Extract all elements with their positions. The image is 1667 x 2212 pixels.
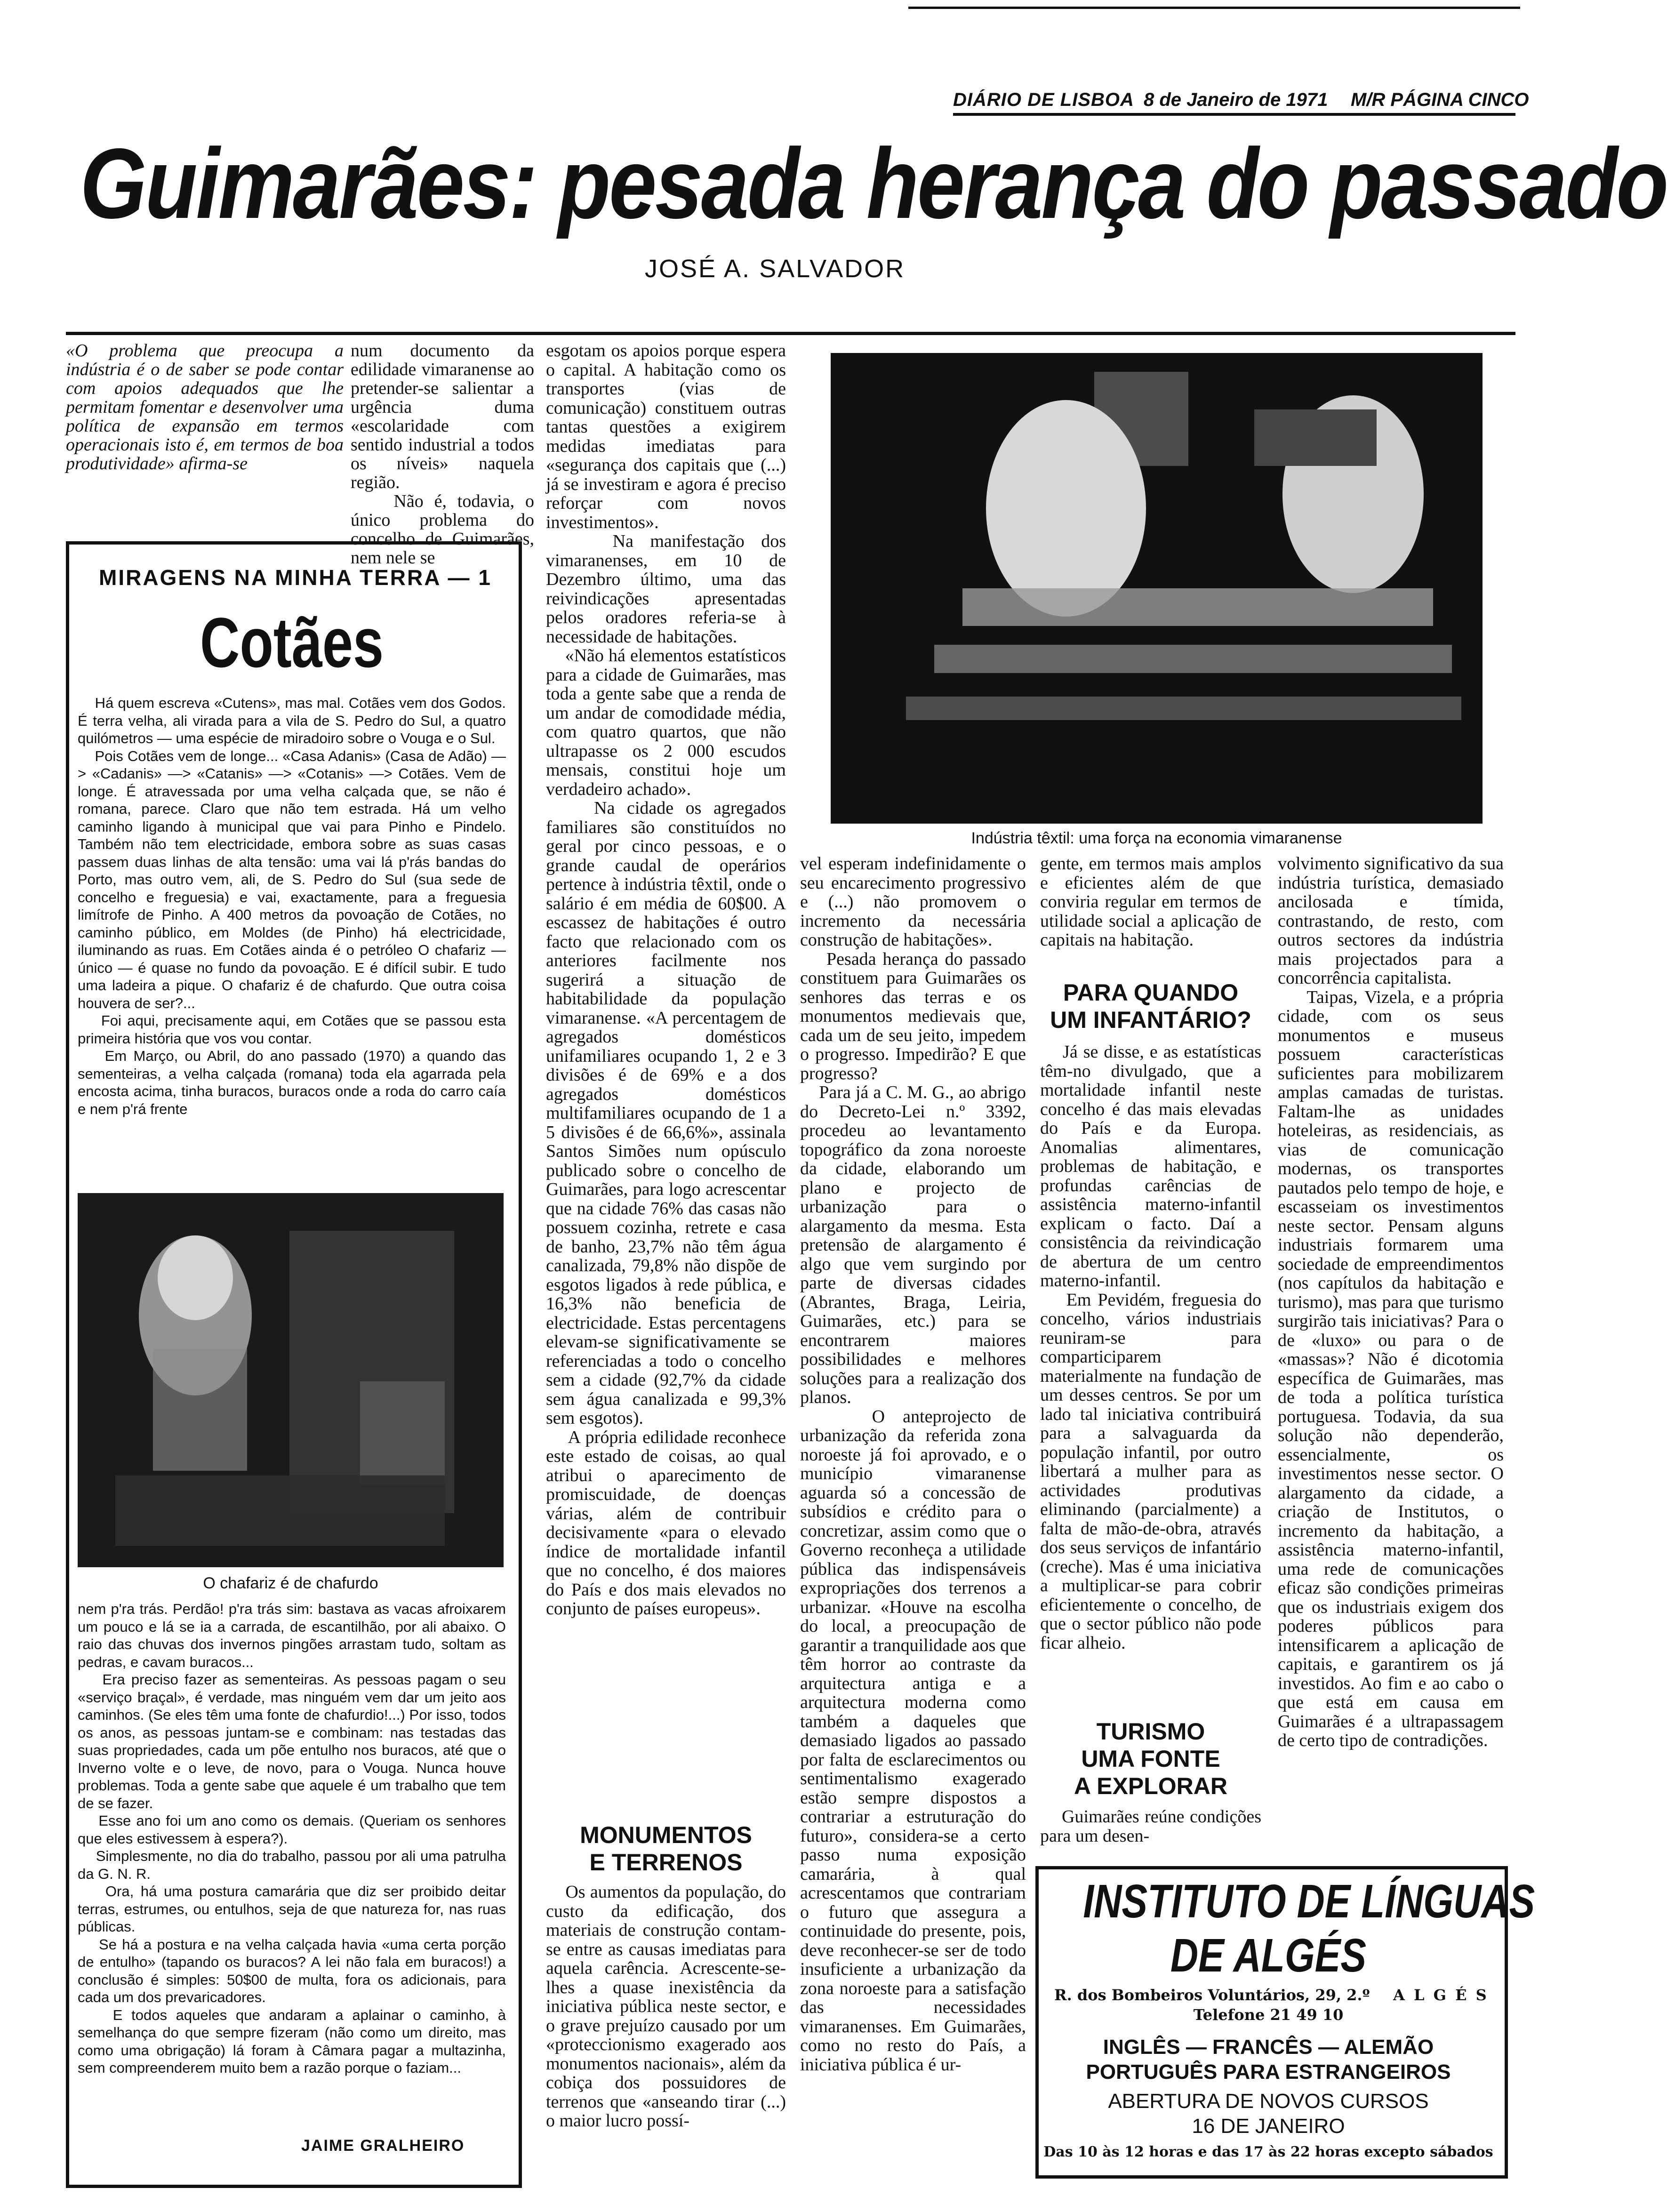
page-number: M/R PÁGINA CINCO bbox=[1351, 89, 1529, 110]
ad-langs-line1: INGLÊS — FRANCÊS — ALEMÃO bbox=[1103, 2036, 1434, 2059]
subhead-turismo: TURISMO UMA FONTE A EXPLORAR bbox=[1074, 1718, 1227, 1799]
sidebar-text-top: Há quem escreva «Cutens», mas mal. Cotães vem dos Godos. É terra velha, ali virada para a vila de S. Pedro do Sul, a quatro quilómetros — uma espécie de miradoiro sobre o Vouga e o Sul. Pois Cotães vem de longe... «Casa Adanis» (Casa de Adão) —> «Cadanis» —> «Catanis» —> «Cotanis» —> Cotães. Vem de longe. É atravessada por uma velha calçada que, se não é romana, parece. Claro que não tem estrada. Há um velho caminho ligando à municipal que vai para Pinho e Pindelo. Também não tem electricidade, embora sobre as suas casas passem duas linhas de alta tensão: uma vai lá p'rás bandas do Porto, mas outro vem, ali, de S. Pedro do Sul (sua sede de concelho e freguesia) e vai, exactamente, para a freguesia limítrofe de Pinho. A 400 metros da povoação de Cotães, no caminho público, em Moldes (de Pinho) há electricidade, iluminando as ruas. Em Cotães ainda é o petróleo O chafariz — único — é quase no fundo da povoação. E é difícil subir. E tudo uma ladeira a pique. O chafariz é de chafurdo. Que outra coisa houvera de ser?... Foi aqui, precisamente aqui, em Cotães que se passou esta primeira história que vos vou contar. Em Março, ou Abril, do ano passado (1970) a quando das sementeiras, a velha calçada (romana) toda ela agarrada pela encosta acima, tinha buracos, buracos onde a roda do carro caía e nem p'rá frente bbox=[78, 695, 506, 1117]
subhead-infantario: PARA QUANDO UM INFANTÁRIO? bbox=[1050, 979, 1251, 1033]
ad-phone: Telefone 21 49 10 bbox=[1193, 2006, 1344, 2024]
byline: JOSÉ A. SALVADOR bbox=[645, 255, 906, 283]
column-5-bottom: Guimarães reúne condições para um desen- bbox=[1040, 1807, 1266, 1846]
column-3-bottom: Os aumentos da população, do custo da edificação, dos materiais de construção contam-se entre as causas imediatas para aquela carência. Acrescente-se-lhes a quase inexistência da iniciativa pública neste sector, e o grave prejuízo causado por um «proteccionismo exagerado aos monumentos nacionais», além da cobiça dos possuidores de terrenos que «anseando tirar (...) o maior lucro possí- bbox=[546, 1882, 791, 2131]
headline: Guimarães: pesada herança do passado bbox=[80, 128, 1667, 239]
masthead-rule bbox=[953, 113, 1515, 116]
textile-caption: Indústria têxtil: uma força na economia vimaranense bbox=[971, 829, 1342, 847]
sidebar-text-bottom: nem p'ra trás. Perdão! p'ra trás sim: bastava as vacas afroixarem um pouco e lá se ia a carrada, de escantilhão, por ali abaixo. O raio das chuvas dos invernos pingões arrastam tudo, soltam as pedras, e cavam buracos... Era preciso fazer as sementeiras. As pessoas pagam o seu «serviço braçal», é verdade, mas ninguém vem dar um jeito aos caminhos. (Se eles têm uma fonte de chafurdio!...) Por isso, todos os anos, as pessoas juntam-se e combinam: nas testadas das suas propriedades, cada um põe entulho nos buracos, até que o Inverno volte e o leve, de novo, para o Vouga. Nunca houve problemas. Toda a gente sabe que aquele é um trabalho que tem de se fazer. Esse ano foi um ano como os demais. (Queriam os senhores que eles estivessem à espera?). Simplesmente, no dia do trabalho, passou por ali uma patrulha da G. N. R. Ora, há uma postura camarária que diz ser proibido deitar terras, estrumes, ou entulhos, seja de que natureza for, nas ruas públicas. Se há a postura e na velha calçada havia «uma certa porção de entulho» (tapando os buracos? A lei não fala em buracos!) a conclusão é simples: 50$00 de multa, fora os adicionais, para cada um dos prevaricadores. E todos aqueles que andaram a aplainar o caminho, à semelhança do que sempre fizeram (não como um direito, mas como uma obrigação) lá foram à Câmara pagar a multazinha, sem compreenderem muito bem a razão porque o faziam... bbox=[78, 1601, 506, 2076]
subhead-monumentos: MONUMENTOS E TERRENOS bbox=[580, 1822, 752, 1875]
column-5-top: gente, em termos mais amplos e eficientes além de que conviria regular em termos de utilidade social a aplicação de capitais na habitação. bbox=[1040, 854, 1266, 950]
chafariz-caption: O chafariz é de chafurdo bbox=[203, 1574, 378, 1592]
column-3: esgotam os apoios porque espera o capital. A habitação como os transportes (vias de comunicação) constituem outras tantas questões a exigirem medidas imediatas para «segurança dos capitais que (...) já se investiram e agora é preciso reforçar com novos investimentos». Na manifestação dos vimaranenses, em 10 de Dezembro último, uma das reivindicações apresentadas pelos oradores referia-se à necessidade de habitações. «Não há elementos estatísticos para a cidade de Guimarães, mas toda a gente sabe que a renda de um andar de comodidade média, com quatro quartos, que não ultrapasse os 2 000 escudos mensais, constitui hoje um verdadeiro achado». Na cidade os agregados familiares são constituídos no geral por cinco pessoas, e o grande caudal de operários pertence à indústria têxtil, onde o salário é em média de 60$00. A escassez de habitações é outro facto que relacionado com os anteriores facilmente nos sugerirá a situação de habitabilidade da população vimaranense. «A percentagem de agregados domésticos unifamiliares ocupando 1, 2 e 3 divisões é de 69% e a dos agregados domésticos multifamiliares ocupando de 1 a 5 divisões é de 66,6%», assinala Santos Simões num opúsculo publicado sobre o concelho de Guimarães, para logo acrescentar que na cidade 76% das casas não possuem cozinha, retrete e casa de banho, 23,7% não têm água canalizada, 79,8% não dispõe de esgotos ligados à rede pública, e 16,3% não beneficia de electricidade. Estas percentagens elevam-se significativamente se referenciadas a todo o concelho sem a cidade (92,7% da cidade sem água canalizada e 99,3% sem esgotos). A própria edilidade reconhece este estado de coisas, ao qual atribui o aparecimento de promiscuidade, de doenças várias, além de contribuir decisivamente «para o elevado índice de mortalidade infantil que no concelho, é dos maiores do País e dos mais elevados no conjunto de países europeus». bbox=[546, 341, 786, 1619]
top-rule bbox=[908, 7, 1520, 9]
column-2-top: num documento da edilidade vimaranense ao pretender-se salientar a urgência duma «escolaridade com sentido industrial a todos os níveis» naquela região. Não é, todavia, o único problema do concelho de Guimarães, nem nele se bbox=[351, 341, 535, 568]
ad-langs-line2: PORTUGUÊS PARA ESTRANGEIROS bbox=[1086, 2060, 1451, 2084]
sidebar-author: JAIME GRALHEIRO bbox=[301, 2137, 465, 2155]
ad-hours: Das 10 às 12 horas e das 17 às 22 horas excepto sábados bbox=[1043, 2144, 1493, 2160]
ad-name-line2: DE ALGÉS bbox=[1170, 1929, 1367, 1982]
ad-address: R. dos Bombeiros Voluntários, 29, 2.º bbox=[1054, 1986, 1370, 2004]
intro-quote: «O problema que preocupa a indústria é o de saber se pode contar com apoios adequados que lhe permitam fomentar e desenvolver uma política de expansão em termos operacionais isto é, em termos de boa produtividade» afirma-se bbox=[66, 341, 348, 473]
column-6: volvimento significativo da sua indústria turística, demasiado ancilosada e tímida, contrastando, de resto, com outros sectores da indústria mais projectados para a concorrência capitalista. Taipas, Vizela, e a própria cidade, com os seus monumentos e museus possuem características suficientes para mobilizarem amplas camadas de turistas. Faltam-lhe as unidades hoteleiras, as residenciais, as vias de comunicação modernas, os transportes pautados pelo tempo de hoje, e escasseiam os investimentos neste sector. Pensam alguns industriais formarem uma sociedade de empreendimentos (nos capítulos da habitação e turismo), mas para que turismo surgirão tais iniciativas? Para o de «luxo» ou para o de «massas»? Não é dicotomia específica de Guimarães, mas de toda a política turística portuguesa. Todavia, da sua solução não dependerão, essencialmente, os investimentos nesse sector. O alargamento da cidade, a criação de Institutos, o incremento da habitação, a assistência materno-infantil, uma rede de comunicações eficaz são condições primeiras que os industriais exigem dos poderes públicos para intensificarem a aplicação de capitais, e garantirem os já investidos. Ao fim e ao cabo o que está em causa em Guimarães é a ultrapassagem de certo tipo de contradições. bbox=[1278, 854, 1504, 1750]
chafariz-photo-image bbox=[78, 1193, 504, 1567]
ad-courses-line1: ABERTURA DE NOVOS CURSOS bbox=[1108, 2090, 1429, 2113]
textile-photo bbox=[831, 353, 1483, 824]
column-4: vel esperam indefinidamente o seu encarecimento progressivo e (...) não promovem o incremento da necessária construção de habitações». Pesada herança do passado constituem para Guimarães os senhores das terras e os monumentos medievais que, cada um de seu jeito, impedem o progresso. Impedirão? E que progresso? Para já a C. M. G., ao abrigo do Decreto-Lei n.º 3392, procedeu ao levantamento topográfico da zona noroeste da cidade, elaborando um plano e projecto de urbanização para o alargamento da mesma. Esta pretensão de alargamento é algo que vem surgindo por parte de diversas cidades (Abrantes, Braga, Leiria, Guimarães, etc.) para se encontrarem maiores possibilidades e melhores soluções para a realização dos planos. O anteprojecto de urbanização da referida zona noroeste já foi aprovado, e o município vimaranense aguarda só a concessão de subsídios e crédito para o concretizar, assim como que o Governo reconheça a utilidade pública das indispensáveis expropriações dos terrenos a urbanizar. «Houve na escolha do local, a preocupação de garantir a tranquilidade aos que têm horror ao contraste da arquitectura antiga e a arquitectura moderna como também a daqueles que demasiado ligados ao passado por falta de esclarecimentos ou sentimentalismo exagerado estão sempre dispostos a contrariar a estruturação do futuro», considera-se a certo passo numa exposição camarária, à qual acrescentamos que contrariam o futuro que assegura a continuidade do presente, pois, deve reconhecer-se ser de todo insuficiente a urbanização da zona noroeste para a satisfação das necessidades vimaranenses. Em Guimarães, como no resto do País, a iniciativa pública é ur- bbox=[800, 854, 1026, 2075]
byline-rule bbox=[66, 332, 1515, 335]
newspaper-name: DIÁRIO DE LISBOA bbox=[953, 89, 1134, 110]
sidebar-title: Cotães bbox=[200, 603, 384, 682]
textile-photo-image bbox=[831, 353, 1483, 824]
column-5-mid: Já se disse, e as estatísticas têm-no divulgado, que a mortalidade infantil neste concelho é das mais elevadas do País e da Europa. Anomalias alimentares, problemas de habitação, e profundas carências de assistência materno-infantil explicam o facto. Daí a consistência da reivindicação de abertura de um centro materno-infantil. Em Pevidém, freguesia do concelho, vários industriais reuniram-se para comparticiparem materialmente na fundação de um desses centros. Se por um lado tal iniciativa contribuirá para a salvaguarda da população infantil, por outro libertará a mulher para as actividades produtivas eliminando (parcialmente) a falta de mão-de-obra, através dos seus serviços de infantário (creche). Mas é uma iniciativa a multiplicar-se para cobrir eficientemente o concelho, de que o sector público não pode ficar alheio. bbox=[1040, 1042, 1262, 1653]
chafariz-photo bbox=[78, 1193, 504, 1567]
ad-courses-line2: 16 DE JANEIRO bbox=[1192, 2115, 1345, 2138]
sidebar-series: MIRAGENS NA MINHA TERRA — 1 bbox=[99, 565, 492, 590]
issue-date: 8 de Janeiro de 1971 bbox=[1144, 89, 1328, 110]
ad-name-line1: INSTITUTO DE LÍNGUAS bbox=[1083, 1875, 1535, 1928]
ad-town: A L G É S bbox=[1393, 1986, 1489, 2004]
